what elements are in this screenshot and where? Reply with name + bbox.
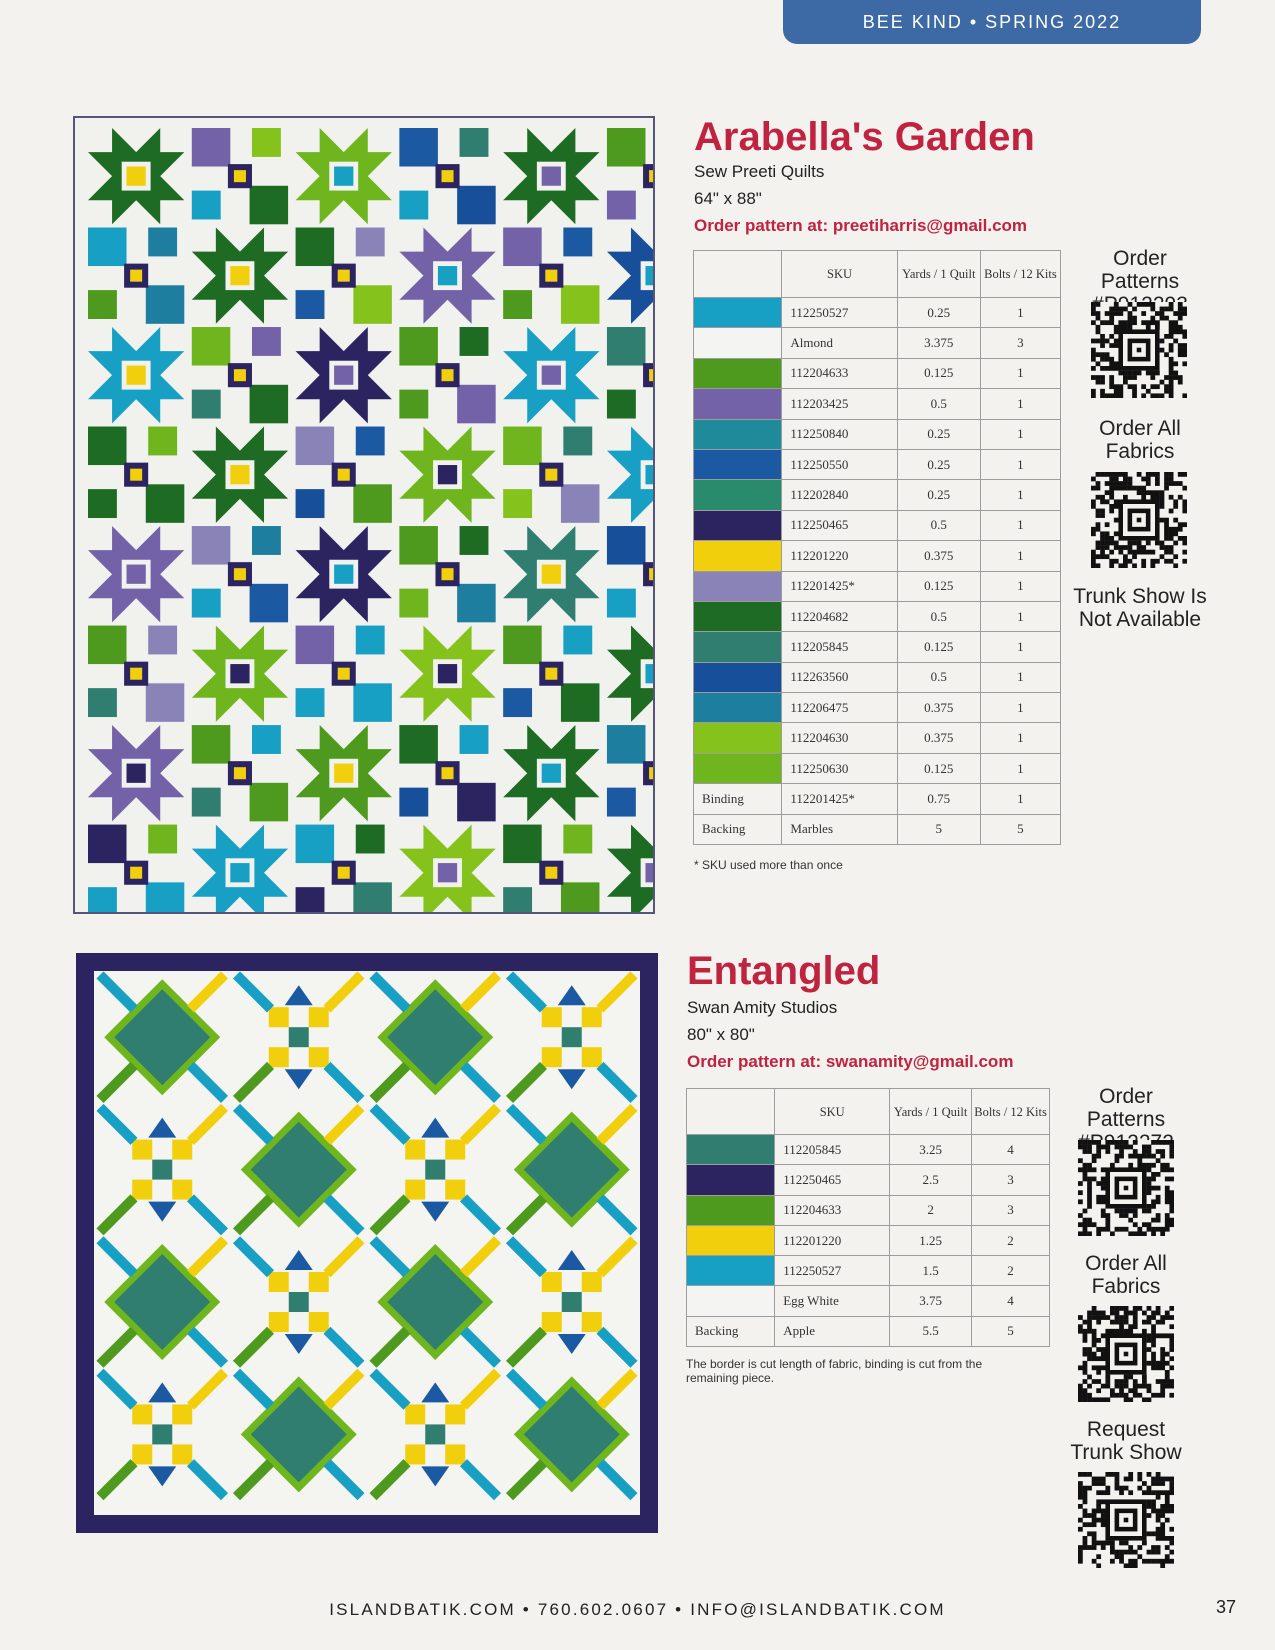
yards-cell: 0.75 xyxy=(897,784,980,814)
table-note: The border is cut length of fabric, binding is cut from the remaining piece. xyxy=(686,1357,983,1385)
fabric-swatch xyxy=(694,601,782,631)
table-row xyxy=(694,632,1061,662)
table-row xyxy=(694,358,1061,388)
bolts-cell: 1 xyxy=(980,541,1060,571)
yards-cell: 0.375 xyxy=(897,723,980,753)
trunk-show-label: Request Trunk Show xyxy=(1070,1418,1182,1464)
bolts-cell: 2 xyxy=(972,1256,1050,1286)
fabric-swatch xyxy=(694,541,782,571)
bolts-cell: 3 xyxy=(972,1165,1050,1195)
sku-cell: 112201425* xyxy=(782,784,897,814)
bolts-cell: 1 xyxy=(980,723,1060,753)
fabric-swatch xyxy=(694,419,782,449)
fabric-swatch xyxy=(694,723,782,753)
pattern-info xyxy=(687,994,1013,1075)
yards-header: Yards / 1 Quilt xyxy=(890,1089,972,1135)
sku-cell: 112250465 xyxy=(782,510,897,540)
table-row xyxy=(687,1135,1050,1165)
yards-cell: 0.5 xyxy=(897,389,980,419)
fabric-swatch xyxy=(694,571,782,601)
page-number: 37 xyxy=(1216,1597,1237,1617)
sku-cell: 112204630 xyxy=(782,723,897,753)
pattern-title: Arabella's Garden xyxy=(694,115,1035,159)
yards-cell: 0.25 xyxy=(897,419,980,449)
yards-cell: 1.25 xyxy=(890,1225,972,1255)
table-row xyxy=(687,1256,1050,1286)
bolts-cell: 1 xyxy=(980,632,1060,662)
header-tab xyxy=(783,0,1201,44)
bolts-cell: 5 xyxy=(980,814,1060,844)
designer: Swan Amity Studios xyxy=(687,998,838,1017)
bolts-cell: 1 xyxy=(980,419,1060,449)
sku-cell: 112250527 xyxy=(775,1256,890,1286)
bolts-cell: 1 xyxy=(980,693,1060,723)
yards-cell: 0.125 xyxy=(897,358,980,388)
table-row xyxy=(694,449,1061,479)
table-row xyxy=(694,693,1061,723)
sku-cell: 112205845 xyxy=(782,632,897,662)
table-row xyxy=(694,571,1061,601)
quilt-art-1 xyxy=(75,118,653,912)
order-link[interactable]: Order pattern at: preetiharris@gmail.com xyxy=(694,216,1028,235)
yards-cell: 0.375 xyxy=(897,693,980,723)
sku-header: SKU xyxy=(775,1089,890,1135)
qr-code-order-patterns[interactable] xyxy=(1078,1140,1174,1236)
quilt-size: 64" x 88" xyxy=(694,189,762,208)
table-row xyxy=(694,753,1061,783)
table-row xyxy=(694,784,1061,814)
bolts-cell: 1 xyxy=(980,571,1060,601)
row-label: Backing xyxy=(687,1316,775,1346)
table-row xyxy=(694,814,1061,844)
bolts-cell: 1 xyxy=(980,389,1060,419)
order-fabrics-label: Order All Fabrics xyxy=(1085,1252,1167,1298)
footer-contact: ISLANDBATIK.COM • 760.602.0607 • INFO@ISLANDBATIK.COM xyxy=(329,1600,946,1619)
table-row xyxy=(694,541,1061,571)
swatch-header xyxy=(687,1089,775,1135)
sku-cell: 112250630 xyxy=(782,753,897,783)
bolts-cell: 1 xyxy=(980,662,1060,692)
table-row xyxy=(694,480,1061,510)
qr-code-graphic xyxy=(1091,302,1187,398)
table-row xyxy=(687,1225,1050,1255)
sku-cell: 112204682 xyxy=(782,601,897,631)
yards-cell: 0.5 xyxy=(897,662,980,692)
qr-code-graphic xyxy=(1091,472,1187,568)
table-row xyxy=(694,389,1061,419)
table-row xyxy=(687,1286,1050,1316)
bolts-cell: 1 xyxy=(980,601,1060,631)
fabric-swatch xyxy=(694,693,782,723)
row-label: Backing xyxy=(694,814,782,844)
bolts-cell: 1 xyxy=(980,784,1060,814)
table-row xyxy=(694,601,1061,631)
fabric-swatch xyxy=(694,662,782,692)
bolts-cell: 1 xyxy=(980,358,1060,388)
table-row xyxy=(694,723,1061,753)
bolts-header: Bolts / 12 Kits xyxy=(980,251,1060,298)
yards-cell: 1.5 xyxy=(890,1256,972,1286)
fabric-table xyxy=(686,1088,1050,1347)
qr-code-graphic xyxy=(1078,1472,1174,1568)
quilt-image-entangled xyxy=(76,953,658,1533)
sku-cell: 112250550 xyxy=(782,449,897,479)
bolts-cell: 2 xyxy=(972,1225,1050,1255)
fabric-swatch xyxy=(694,328,782,358)
bolts-header: Bolts / 12 Kits xyxy=(972,1089,1050,1135)
yards-cell: 3.25 xyxy=(890,1135,972,1165)
bolts-cell: 4 xyxy=(972,1286,1050,1316)
table-row xyxy=(694,662,1061,692)
bolts-cell: 1 xyxy=(980,753,1060,783)
yards-cell: 0.5 xyxy=(897,510,980,540)
bolts-cell: 1 xyxy=(980,480,1060,510)
fabric-swatch xyxy=(694,632,782,662)
yards-cell: 0.125 xyxy=(897,571,980,601)
row-label: Binding xyxy=(694,784,782,814)
fabric-swatch xyxy=(694,753,782,783)
yards-cell: 2.5 xyxy=(890,1165,972,1195)
table-row xyxy=(694,328,1061,358)
sku-cell: 112250527 xyxy=(782,298,897,328)
yards-cell: 2 xyxy=(890,1195,972,1225)
qr-code-request-trunk-show[interactable] xyxy=(1078,1472,1174,1568)
order-patterns-text: Order Patterns xyxy=(1100,247,1180,293)
table-row xyxy=(694,510,1061,540)
yards-cell: 0.125 xyxy=(897,632,980,662)
qr-code-order-fabrics[interactable] xyxy=(1078,1306,1174,1402)
sku-cell: 112202840 xyxy=(782,480,897,510)
bolts-cell: 3 xyxy=(980,328,1060,358)
fabric-swatch xyxy=(687,1165,775,1195)
fabric-swatch xyxy=(687,1135,775,1165)
yards-cell: 0.5 xyxy=(897,601,980,631)
table-row xyxy=(694,419,1061,449)
bolts-cell: 1 xyxy=(980,510,1060,540)
order-link[interactable]: Order pattern at: swanamity@gmail.com xyxy=(687,1052,1014,1071)
table-row xyxy=(694,298,1061,328)
table-note: * SKU used more than once xyxy=(694,858,843,872)
table-row xyxy=(687,1195,1050,1225)
yards-cell: 3.375 xyxy=(897,328,980,358)
yards-cell: 5 xyxy=(897,814,980,844)
fabric-swatch xyxy=(687,1195,775,1225)
sku-cell: 112204633 xyxy=(782,358,897,388)
pattern-info xyxy=(694,158,1027,239)
sku-cell: Egg White xyxy=(775,1286,890,1316)
yards-cell: 5.5 xyxy=(890,1316,972,1346)
fabric-swatch xyxy=(694,449,782,479)
sku-cell: 112250465 xyxy=(775,1165,890,1195)
sku-cell: 112201220 xyxy=(775,1225,890,1255)
yards-cell: 0.125 xyxy=(897,753,980,783)
fabric-swatch xyxy=(694,389,782,419)
qr-code-order-fabrics[interactable] xyxy=(1091,472,1187,568)
quilt-size: 80" x 80" xyxy=(687,1025,755,1044)
quilt-art-2 xyxy=(76,953,658,1533)
sku-cell: Almond xyxy=(782,328,897,358)
fabric-swatch xyxy=(687,1256,775,1286)
yards-cell: 0.375 xyxy=(897,541,980,571)
sku-cell: 112201425* xyxy=(782,571,897,601)
bolts-cell: 1 xyxy=(980,449,1060,479)
sku-cell: 112203425 xyxy=(782,389,897,419)
fabric-swatch xyxy=(687,1286,775,1316)
bolts-cell: 3 xyxy=(972,1195,1050,1225)
sku-cell: 112201220 xyxy=(782,541,897,571)
sku-cell: 112206475 xyxy=(782,693,897,723)
qr-code-graphic xyxy=(1078,1140,1174,1236)
sku-cell: Marbles xyxy=(782,814,897,844)
sku-cell: 112204633 xyxy=(775,1195,890,1225)
fabric-swatch xyxy=(694,510,782,540)
yards-header: Yards / 1 Quilt xyxy=(897,251,980,298)
sku-cell: Apple xyxy=(775,1316,890,1346)
fabric-table xyxy=(693,250,1061,845)
fabric-swatch xyxy=(694,358,782,388)
pattern-title: Entangled xyxy=(687,949,881,993)
designer: Sew Preeti Quilts xyxy=(694,162,825,181)
sku-cell: 112205845 xyxy=(775,1135,890,1165)
swatch-header xyxy=(694,251,782,298)
bolts-cell: 4 xyxy=(972,1135,1050,1165)
order-patterns-text: Order Patterns xyxy=(1086,1085,1166,1131)
yards-cell: 0.25 xyxy=(897,298,980,328)
yards-cell: 0.25 xyxy=(897,480,980,510)
table-row xyxy=(687,1165,1050,1195)
yards-cell: 0.25 xyxy=(897,449,980,479)
qr-code-graphic xyxy=(1078,1306,1174,1402)
table-row xyxy=(687,1316,1050,1346)
qr-code-order-patterns[interactable] xyxy=(1091,302,1187,398)
fabric-swatch xyxy=(687,1225,775,1255)
bolts-cell: 1 xyxy=(980,298,1060,328)
fabric-swatch xyxy=(694,298,782,328)
yards-cell: 3.75 xyxy=(890,1286,972,1316)
fabric-swatch xyxy=(694,480,782,510)
sku-cell: 112263560 xyxy=(782,662,897,692)
order-fabrics-label: Order All Fabrics xyxy=(1099,417,1181,463)
sku-cell: 112250840 xyxy=(782,419,897,449)
quilt-image-arabellas-garden xyxy=(73,116,655,914)
header-text: BEE KIND • SPRING 2022 xyxy=(862,11,1122,32)
trunk-show-label: Trunk Show Is Not Available xyxy=(1073,585,1207,631)
sku-header: SKU xyxy=(782,251,897,298)
bolts-cell: 5 xyxy=(972,1316,1050,1346)
